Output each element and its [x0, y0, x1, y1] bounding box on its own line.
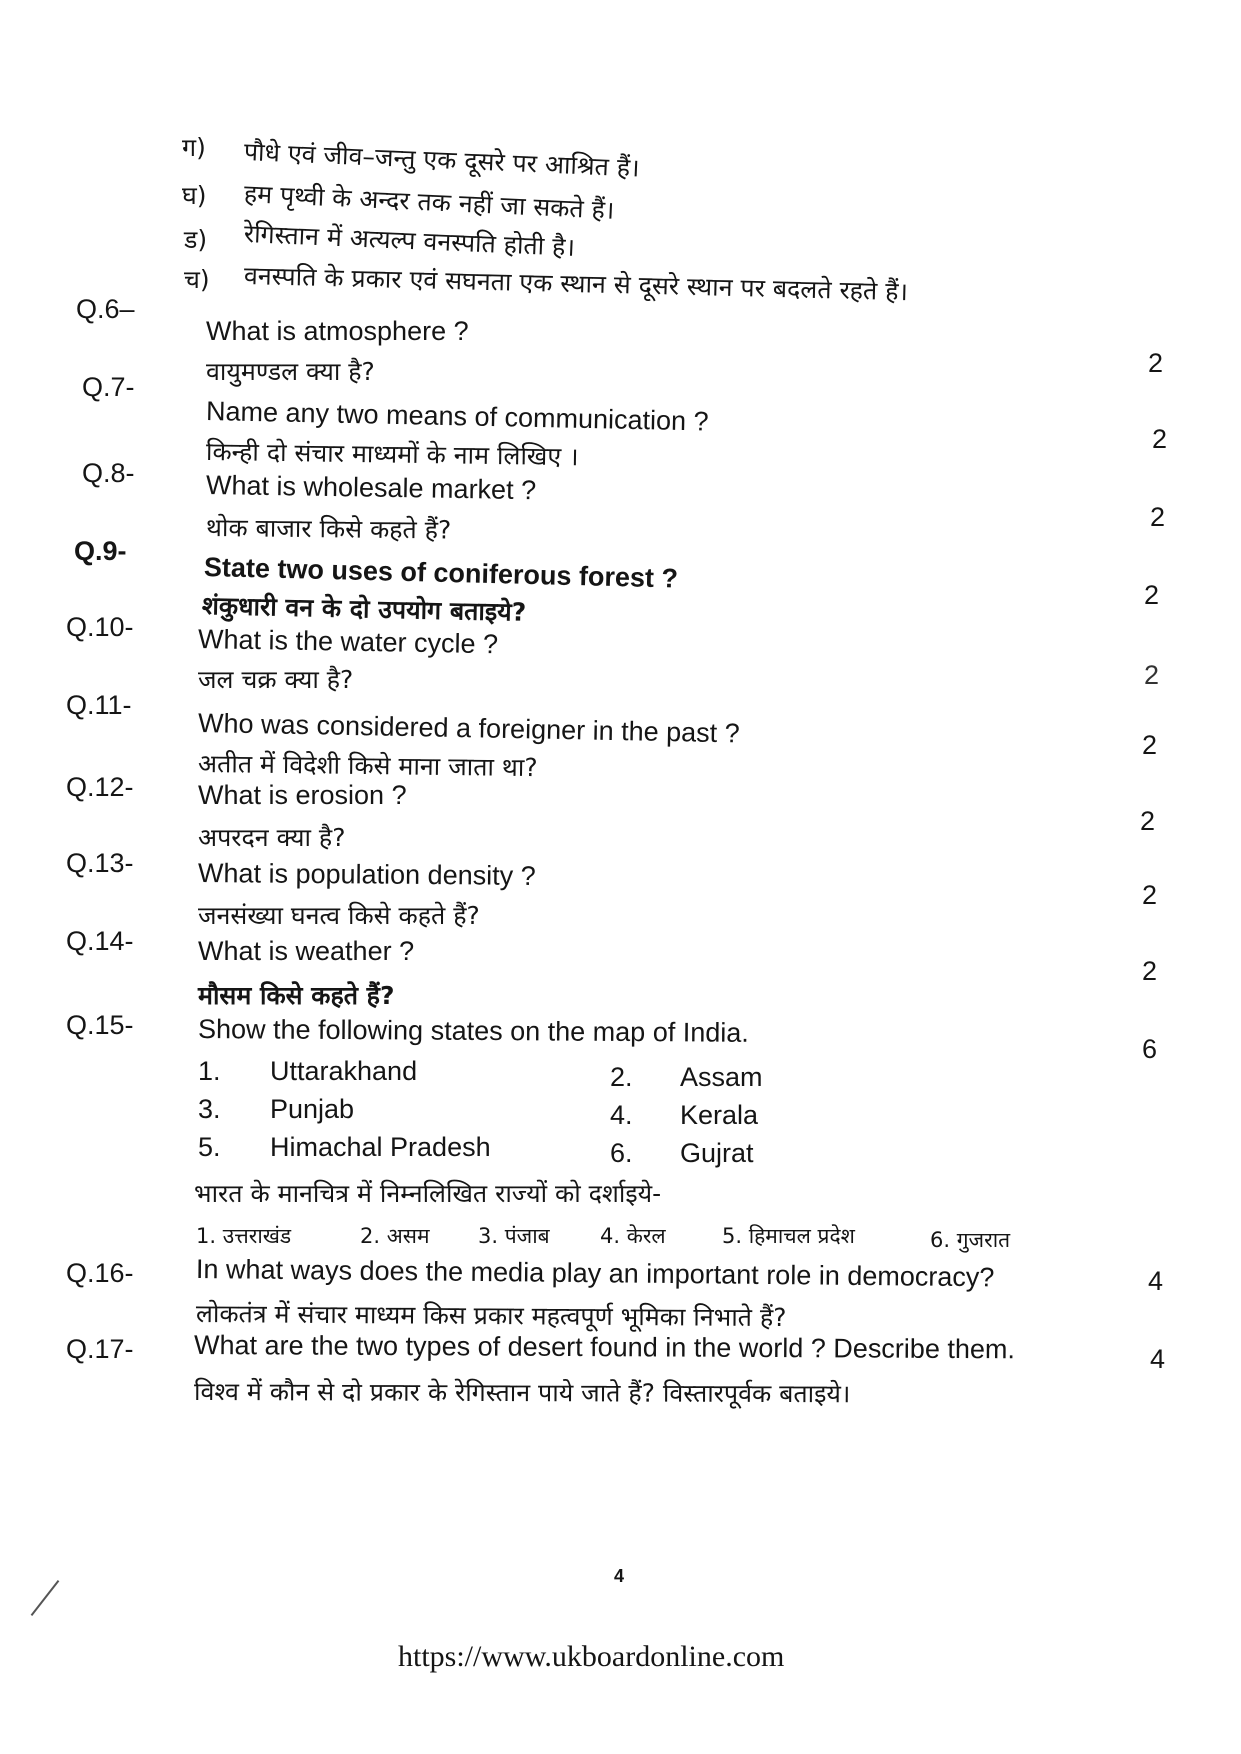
state-item-name: Uttarakhand: [270, 1056, 418, 1086]
state-item-name: Assam: [680, 1062, 763, 1092]
question-number: Q.12-: [66, 772, 134, 802]
question-marks: 2: [1142, 956, 1158, 986]
continuation-label-d: ड): [184, 225, 208, 254]
question-marks: 6: [1142, 1034, 1158, 1064]
question-text-en: What is population density ?: [197, 858, 536, 891]
scan-mark: [31, 1580, 60, 1616]
hi-state-item: 1. उत्तराखंड: [196, 1224, 292, 1248]
question-text-hi: शंकुधारी वन के दो उपयोग बताइये?: [201, 591, 527, 627]
continuation-label-gh: घ): [182, 181, 207, 210]
question-marks: 2: [1152, 424, 1168, 454]
question-number: Q.9-: [74, 536, 127, 566]
question-text-hi: थोक बाजार किसे कहते हैं?: [205, 513, 452, 545]
state-item-number: 5.: [198, 1132, 221, 1162]
question-text-hi: वायुमण्डल क्या है?: [206, 357, 375, 386]
state-item-name: Punjab: [270, 1094, 355, 1124]
hi-state-item: 5. हिमाचल प्रदेश: [722, 1224, 855, 1248]
question-text-hi: लोकतंत्र में संचार माध्यम किस प्रकार महत्वपूर्ण भूमिका निभाते हैं?: [195, 1299, 787, 1333]
question-text-en: What are the two types of desert found in the world ? Describe them.: [193, 1330, 1015, 1365]
question-text-en: Show the following states on the map of India.: [197, 1014, 749, 1048]
question-number: Q.10-: [66, 612, 134, 642]
continuation-text-ch: वनस्पति के प्रकार एवं सघनता एक स्थान से दूसरे स्थान पर बदलते रहते हैं।: [243, 261, 909, 307]
question-text-hi: जल चक्र क्या है?: [198, 665, 354, 694]
question-marks: 2: [1142, 730, 1158, 760]
question-text-hi: अपरदन क्या है?: [198, 823, 346, 852]
question-text-en: Name any two means of communication ?: [205, 396, 709, 437]
question-text-en: What is erosion ?: [198, 780, 407, 810]
hi-state-item: 2. असम: [360, 1224, 430, 1248]
question-text-en: What is the water cycle ?: [197, 624, 499, 660]
question-number: Q.16-: [66, 1258, 134, 1288]
question-text-en: What is weather ?: [198, 936, 415, 966]
question-text-hi: जनसंख्या घनत्व किसे कहते हैं?: [198, 901, 480, 930]
question-text-hi: विश्व में कौन से दो प्रकार के रेगिस्तान पाये जाते हैं? विस्तारपूर्वक बताइये।: [193, 1377, 851, 1409]
hi-state-item: 4. केरल: [600, 1224, 666, 1248]
question-number: Q.15-: [66, 1010, 134, 1040]
question-text-hi: किन्ही दो संचार माध्यमों के नाम लिखिए ।: [205, 437, 579, 472]
state-item-name: Kerala: [680, 1100, 759, 1130]
question-text-en: What is atmosphere ?: [206, 316, 469, 346]
continuation-text-g: पौधे एवं जीव–जन्तु एक दूसरे पर आश्रित हैं।: [243, 137, 641, 183]
question-marks: 4: [1150, 1344, 1166, 1374]
state-item-name: Gujrat: [680, 1138, 754, 1168]
hi-state-item: 6. गुजरात: [930, 1228, 1011, 1252]
question-number: Q.6–: [76, 294, 135, 324]
question-text-en: In what ways does the media play an important role in democracy?: [195, 1254, 995, 1293]
continuation-label-g: ग): [182, 133, 206, 162]
question-number: Q.17-: [66, 1334, 134, 1364]
question-text-en: Who was considered a foreigner in the past ?: [197, 708, 741, 749]
state-item-number: 1.: [198, 1056, 221, 1086]
question-marks: 2: [1144, 660, 1160, 690]
question-text-hi: मौसम किसे कहते हैं?: [198, 981, 395, 1010]
question-marks: 2: [1150, 502, 1166, 532]
footer-url: https://www.ukboardonline.com: [398, 1640, 785, 1673]
state-item-number: 3.: [198, 1094, 221, 1124]
page-number: 4: [614, 1566, 625, 1586]
continuation-text-gh: हम पृथ्वी के अन्दर तक नहीं जा सकते हैं।: [243, 179, 616, 225]
question-text-en: What is wholesale market ?: [205, 470, 537, 506]
question-text-hi: भारत के मानचित्र में निम्नलिखित राज्यों को दर्शाइये-: [194, 1179, 662, 1208]
question-number: Q.13-: [66, 848, 134, 878]
question-text-en: State two uses of coniferous forest ?: [203, 552, 679, 594]
continuation-text-d: रेगिस्तान में अत्यल्प वनस्पति होती है।: [243, 219, 576, 262]
question-text-hi: अतीत में विदेशी किसे माना जाता था?: [197, 749, 538, 783]
state-item-number: 2.: [610, 1062, 633, 1092]
question-number: Q.7-: [82, 372, 135, 402]
question-marks: 2: [1140, 806, 1156, 836]
state-item-name: Himachal Pradesh: [270, 1132, 491, 1162]
question-number: Q.14-: [66, 926, 134, 956]
question-marks: 2: [1142, 880, 1158, 910]
state-item-number: 6.: [610, 1138, 633, 1168]
question-marks: 2: [1144, 580, 1160, 610]
question-number: Q.8-: [82, 458, 135, 488]
state-item-number: 4.: [610, 1100, 633, 1130]
question-number: Q.11-: [66, 690, 132, 720]
question-marks: 2: [1148, 348, 1164, 378]
question-marks: 4: [1148, 1266, 1164, 1296]
continuation-label-ch: च): [184, 265, 210, 294]
hi-state-item: 3. पंजाब: [478, 1224, 550, 1248]
